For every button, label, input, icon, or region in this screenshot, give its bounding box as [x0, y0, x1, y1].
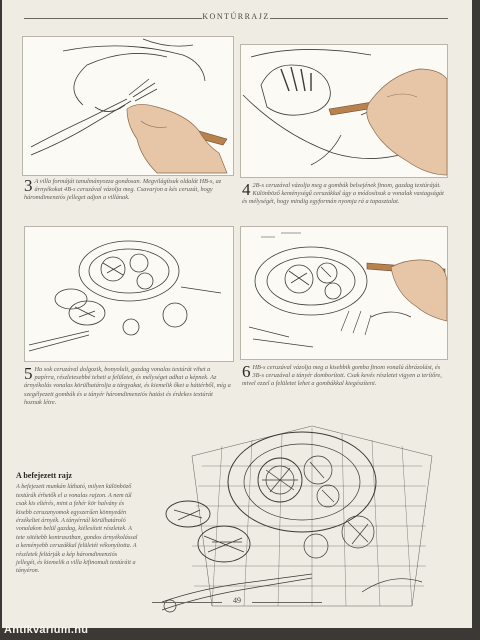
- watermark: Antikvárium.hu: [4, 624, 89, 636]
- footer-rule-left: [152, 602, 222, 603]
- finished-still-life-illustration: [152, 396, 462, 626]
- step-5-image: [24, 226, 234, 362]
- hand-with-pencil-4: [329, 69, 447, 175]
- plate-outline-illustration: [25, 227, 233, 361]
- step-6-text: HB-s ceruzával vázolja meg a kisebbik gomba finom vonalú ábrázolást, és 3B-s ceruzával a tányér domborított. Csak kevés részletet vigyen a terítőre, mivel ezzel a felületet lehet a gombákkal kiegészíteni.: [242, 364, 442, 388]
- step-5-number: 5: [24, 364, 33, 383]
- detailed-plate-illustration: [241, 227, 447, 359]
- step-3-number: 3: [24, 176, 33, 195]
- finished-drawing-title: A befejezett rajz: [16, 471, 72, 480]
- book-page: [2, 0, 472, 628]
- step-6-caption: [242, 364, 446, 389]
- hand-with-pencil-6: [367, 260, 447, 321]
- finished-drawing-text: A befejezett munkán látható, milyen különböző textúrák érhetők el a vonalas rajzon. A nem túl csak kis eltérés, mint a fehér kör halvány és kisebb ceruzanyomok egyszerűen könnyedén érzékeltet árnyék. A tányérnál körülhatároló vonalakon belül gazdag, kiélesített részletek. A tete sötétebb kontrasztban, gondos árnyékolással a keményebb ceruzákkal felületét vékonyította. A részletek feltárják a kép háromdimenziós jellegét, és kiemelik a villa kifinomult textúráit a tányéron.: [16, 483, 138, 575]
- mushroom-sketch-illustration: [241, 45, 447, 177]
- header-rule-right: [270, 18, 448, 19]
- page-number: 49: [233, 596, 241, 605]
- step-3-caption: [24, 178, 230, 203]
- fork-sketch-illustration: [23, 37, 233, 175]
- step-6-image: [240, 226, 448, 360]
- finished-drawing-image: [152, 396, 462, 626]
- page-footer: [2, 596, 472, 610]
- finished-drawing-caption: [16, 472, 138, 576]
- step-6-number: 6: [242, 362, 251, 381]
- footer-rule-right: [252, 602, 322, 603]
- step-3-text: A villa formáját tanulmányozza gondosan. Megvilágítsuk oldalát HB-s, az árnyékokat 4B-s ceruzával vázolja meg. Csavarjon a kés ceruzát, hogy háromdimenziós jelleget adjon a villának.: [24, 178, 222, 202]
- step-4-number: 4: [242, 180, 251, 199]
- hand-with-pencil-3: [127, 104, 227, 173]
- step-4-text: 2B-s ceruzával vázolja meg a gombák belsejének finom, gazdag textúráját. Különböző keménységű ceruzákkal úgy a módosítsuk a vonalak vastagságát és mélységét, hogy mindig egyformán nyomja rá a tapasztalat.: [242, 182, 444, 206]
- step-3-image: [22, 36, 234, 176]
- step-4-caption: [242, 182, 446, 207]
- header-rule-left: [24, 18, 202, 19]
- page-title: KONTÚRRAJZ: [202, 12, 270, 21]
- step-4-image: [240, 44, 448, 178]
- page-header: [2, 12, 472, 26]
- step-5-text: Ha sok ceruzával dolgozik, bonyolult, gazdag vonalas textúrát vihet a papírra, részletesebbé teheti a felületet, és mélységet adhat a képnek. Az árnyékolás vonalas körülhatárolja a tárgyakat, és kiemelik őket a háttérből, míg a szegélyezett gombák és a tányér háromdimenziós hatást és érdekes textúrát hoznak létre.: [24, 366, 231, 406]
